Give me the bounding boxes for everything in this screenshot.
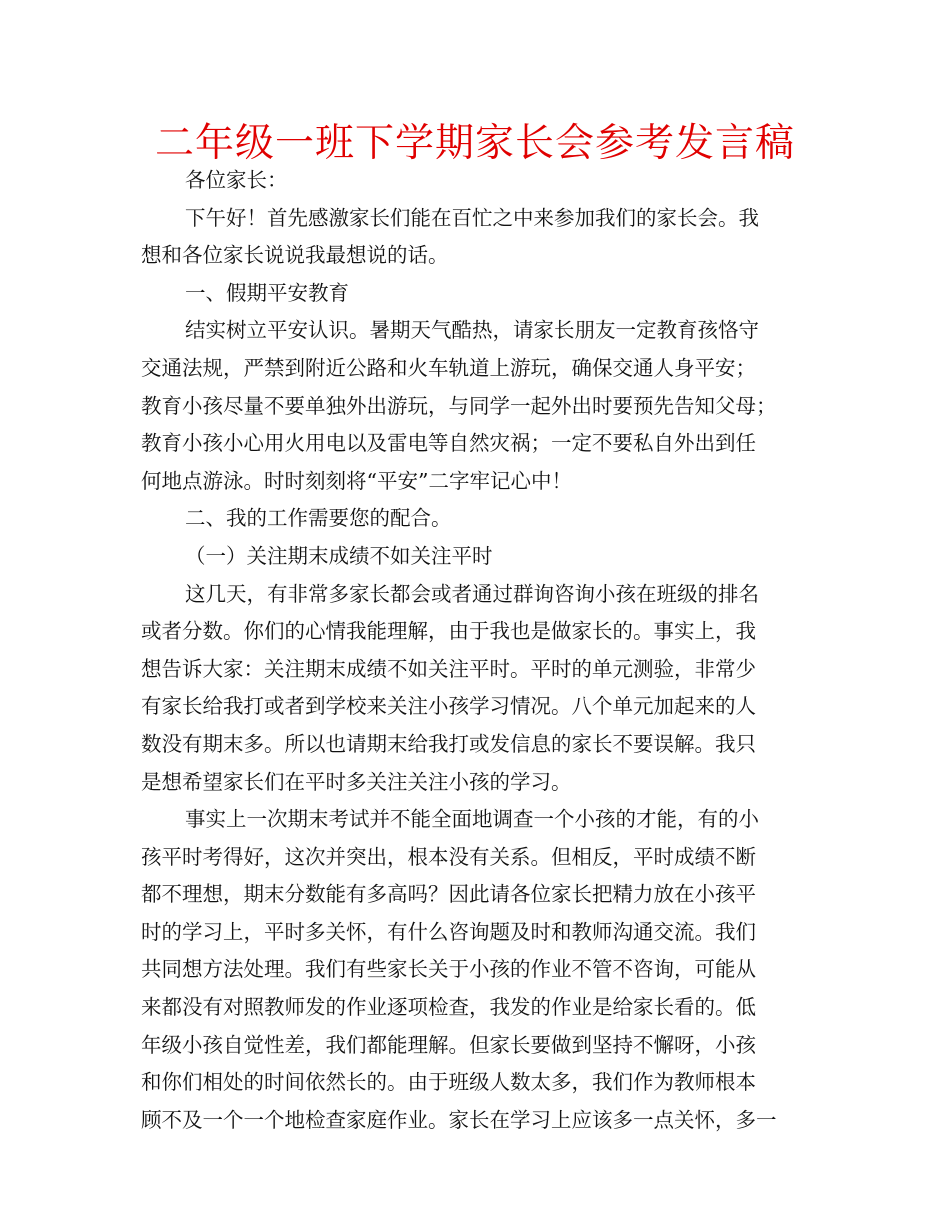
text-line: 和你们相处的时间依然长的。由于班级人数太多，我们作为教师根本 xyxy=(141,1070,756,1095)
text-line: 顾不及一个一个地检查家庭作业。家长在学习上应该多一点关怀，多一 xyxy=(141,1107,777,1132)
text-line: 事实上一次期末考试并不能全面地调查一个小孩的才能，有的小 xyxy=(185,807,759,832)
text-line: 二、我的工作需要您的配合。 xyxy=(185,506,452,531)
text-line: 有家长给我打或者到学校来关注小孩学习情况。八个单元加起来的人 xyxy=(141,694,756,719)
text-line: 想告诉大家：关注期末成绩不如关注平时。平时的单元测验，非常少 xyxy=(141,656,756,681)
text-line: 结实树立平安认识。暑期天气酷热，请家长朋友一定教育孩恪守 xyxy=(185,318,759,343)
text-line: 想和各位家长说说我最想说的话。 xyxy=(141,243,449,268)
text-line: 一、假期平安教育 xyxy=(185,280,349,305)
text-line: 是想希望家长们在平时多关注关注小孩的学习。 xyxy=(141,769,572,794)
text-line: 交通法规，严禁到附近公路和火车轨道上游玩，确保交通人身平安； xyxy=(141,355,756,380)
text-line: 都不理想，期末分数能有多高吗？因此请各位家长把精力放在小孩平 xyxy=(141,882,756,907)
text-line: 教育小孩尽量不要单独外出游玩，与同学一起外出时要预先告知父母； xyxy=(141,393,777,418)
text-line: 共同想方法处理。我们有些家长关于小孩的作业不管不咨询，可能从 xyxy=(141,957,756,982)
text-line: 数没有期末多。所以也请期末给我打或发信息的家长不要误解。我只 xyxy=(141,731,756,756)
text-line: 教育小孩小心用火用电以及雷电等自然灾祸；一定不要私自外出到任 xyxy=(141,431,756,456)
text-line: 下午好！首先感激家长们能在百忙之中来参加我们的家长会。我 xyxy=(185,205,759,230)
text-line: （一）关注期末成绩不如关注平时 xyxy=(185,543,493,568)
document-title: 二年级一班下学期家长会参考发言稿 xyxy=(154,121,795,166)
text-line: 时的学习上，平时多关怀，有什么咨询题及时和教师沟通交流。我们 xyxy=(141,919,756,944)
text-line: 来都没有对照教师发的作业逐项检查，我发的作业是给家长看的。低 xyxy=(141,995,756,1020)
text-line: 何地点游泳。时时刻刻将“平安”二字牢记心中！ xyxy=(141,468,572,493)
text-line: 或者分数。你们的心情我能理解，由于我也是做家长的。事实上，我 xyxy=(141,619,756,644)
text-line: 这几天，有非常多家长都会或者通过群询咨询小孩在班级的排名 xyxy=(185,581,759,606)
document-body xyxy=(141,162,821,1139)
text-line: 年级小孩自觉性差，我们都能理解。但家长要做到坚持不懈呀，小孩 xyxy=(141,1032,756,1057)
text-line: 孩平时考得好，这次并突出，根本没有关系。但相反，平时成绩不断 xyxy=(141,844,756,869)
text-line: 各位家长： xyxy=(185,168,288,192)
